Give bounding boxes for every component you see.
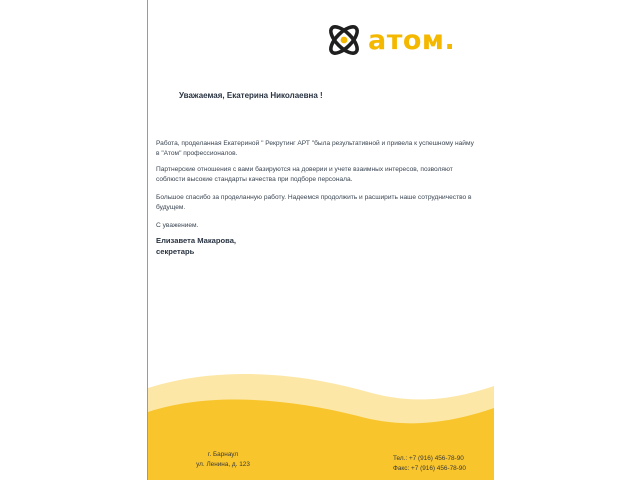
- fax-number: Факс: +7 (916) 456-78-90: [393, 465, 466, 472]
- atom-icon: [324, 20, 364, 60]
- address-street: ул. Ленина, д. 123: [196, 461, 250, 468]
- footer-address: [178, 450, 268, 470]
- greeting: Уважаемая, Екатерина Николаевна !: [179, 91, 323, 100]
- footer-contacts: [393, 454, 466, 474]
- paragraph-thanks: Большое спасибо за проделанную работу. Надеемся продолжить и расширить наше сотрудничество в будущем.: [156, 194, 472, 211]
- address-city: г. Барнаул: [207, 451, 239, 458]
- paragraph-result: Работа, проделанная Екатериной " Рекрутинг АРТ "была результативной и привела к успешному найму в "Атом" профессионалов.: [156, 140, 474, 157]
- logo-text: атом.: [368, 24, 456, 56]
- signature-position: секретарь: [156, 247, 195, 256]
- signature: [156, 235, 236, 257]
- company-logo: [324, 20, 455, 60]
- signature-name: Елизавета Макарова,: [156, 236, 237, 245]
- phone-number: Тел.: +7 (916) 456-78-90: [393, 455, 464, 462]
- paragraph-partnership: Партнерские отношения с вами базируются на доверии и учете взаимных интересов, позволяют соблюсти высокие стандарты качества при подборе персонала.: [156, 166, 453, 183]
- letter-page: [147, 0, 494, 480]
- closing-phrase: С уважением.: [156, 222, 199, 229]
